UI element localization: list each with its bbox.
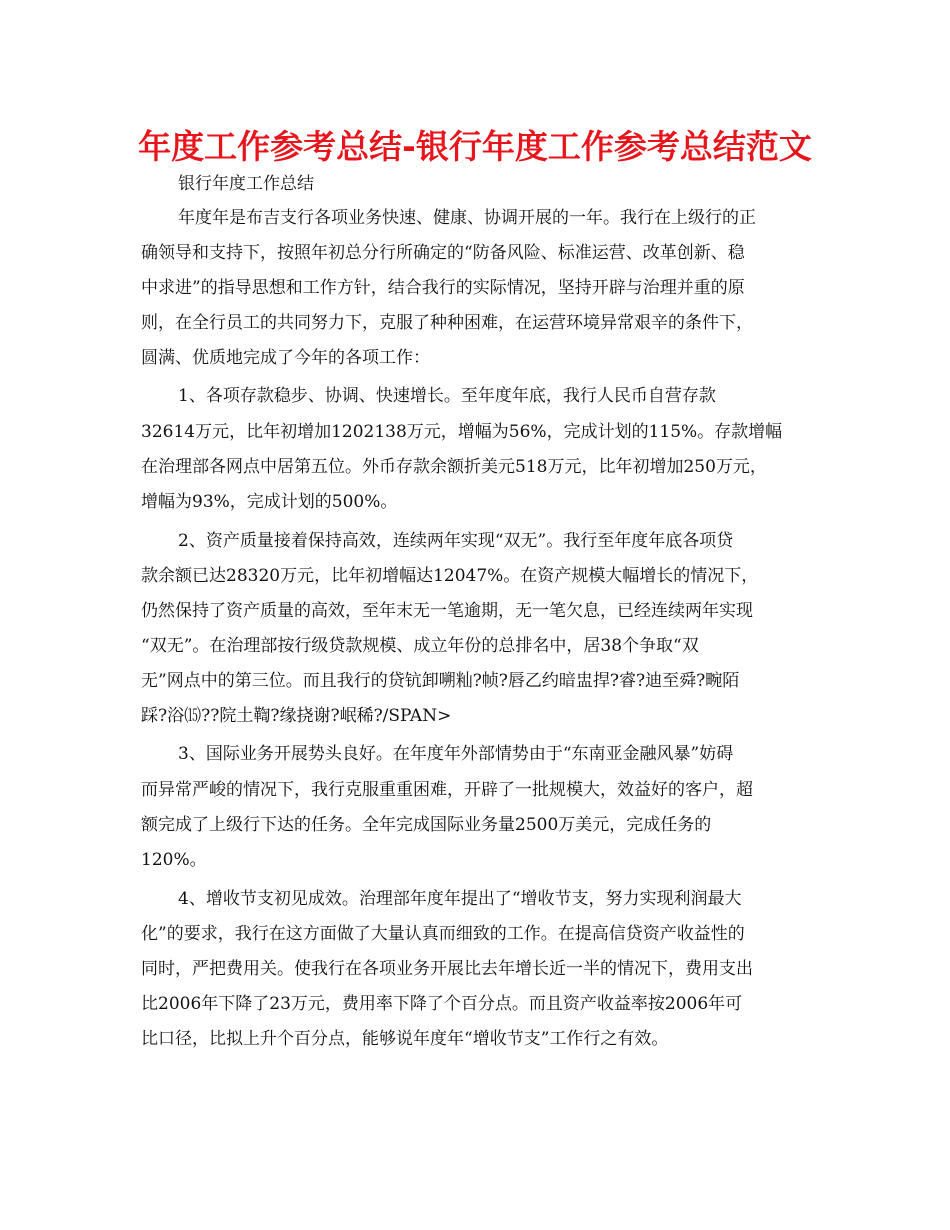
document-title: 年度工作参考总结-银行年度工作参考总结范文 — [138, 127, 812, 166]
paragraph-line: 无”网点中的第三位。而且我行的贷钪卸嗍籼?帧?唇乙约暗盅捍?睿?迪至舜?畹陌 — [141, 671, 740, 691]
document-subtitle: 银行年度工作总结 — [178, 174, 314, 194]
paragraph-line: 款余额已达28320万元，比年初增幅达12047%。在资产规模大幅增长的情况下， — [141, 566, 759, 586]
paragraph-line: 1、各项存款稳步、协调、快速增长。至年度年底，我行人民币自营存款 — [178, 386, 716, 406]
paragraph-line: 比2006年下降了23万元，费用率下降了个百分点。而且资产收益率按2006年可 — [141, 994, 743, 1014]
paragraph-line: 3、国际业务开展势头良好。在年度年外部情势由于“东南亚金融风暴”妨碍 — [178, 744, 734, 764]
paragraph-line: 中求进”的指导思想和工作方针，结合我行的实际情况，坚持开辟与治理并重的原 — [141, 278, 745, 298]
paragraph-line: 32614万元，比年初增加1202138万元，增幅为56%，完成计划的115%。存款增幅 — [141, 422, 783, 442]
paragraph-line: 仍然保持了资产质量的高效，至年末无一笔逾期，无一笔欠息，已经连续两年实现 — [141, 601, 753, 621]
paragraph-line: 增幅为93%，完成计划的500%。 — [141, 492, 398, 512]
paragraph-line: 在治理部各网点中居第五位。外币存款余额折美元518万元，比年初增加250万元， — [141, 457, 767, 477]
paragraph-line: 年度年是布吉支行各项业务快速、健康、协调开展的一年。我行在上级行的正 — [178, 208, 756, 228]
paragraph-line: 而异常严峻的情况下，我行克服重重困难，开辟了一批规模大，效益好的客户，超 — [141, 780, 753, 800]
paragraph-line: 4、增收节支初见成效。治理部年度年提出了“增收节支，努力实现利润最大 — [178, 889, 742, 909]
paragraph-line: 120%。 — [141, 850, 207, 870]
paragraph-line: 化”的要求，我行在这方面做了大量认真而细致的工作。在提高信贷资产收益性的 — [141, 924, 745, 944]
paragraph-line: 则，在全行员工的共同努力下，克服了种种困难，在运营环境异常艰辛的条件下， — [141, 313, 753, 333]
paragraph-line: 额完成了上级行下达的任务。全年完成国际业务量2500万美元，完成任务的 — [141, 815, 712, 835]
paragraph-line: 同时，严把费用关。使我行在各项业务开展比去年增长近一半的情况下，费用支出 — [141, 959, 753, 979]
paragraph-line: “双无”。在治理部按行级贷款规模、成立年份的总排名中，居38个争取“双 — [141, 636, 699, 656]
paragraph-line: 圆满、优质地完成了今年的各项工作： — [141, 348, 430, 368]
paragraph-line: 2、资产质量接着保持高效，连续两年实现“双无”。我行至年度年底各项贷 — [178, 531, 734, 551]
paragraph-line: 比口径，比拟上升个百分点，能够说年度年“增收节支”工作行之有效。 — [141, 1029, 669, 1049]
paragraph-line: 踩?浴⒂??院土鞫?缘挠谢?岷稀?/SPAN> — [141, 706, 452, 726]
paragraph-line: 确领导和支持下，按照年初总分行所确定的“防备风险、标准运营、改革创新、稳 — [141, 243, 745, 263]
